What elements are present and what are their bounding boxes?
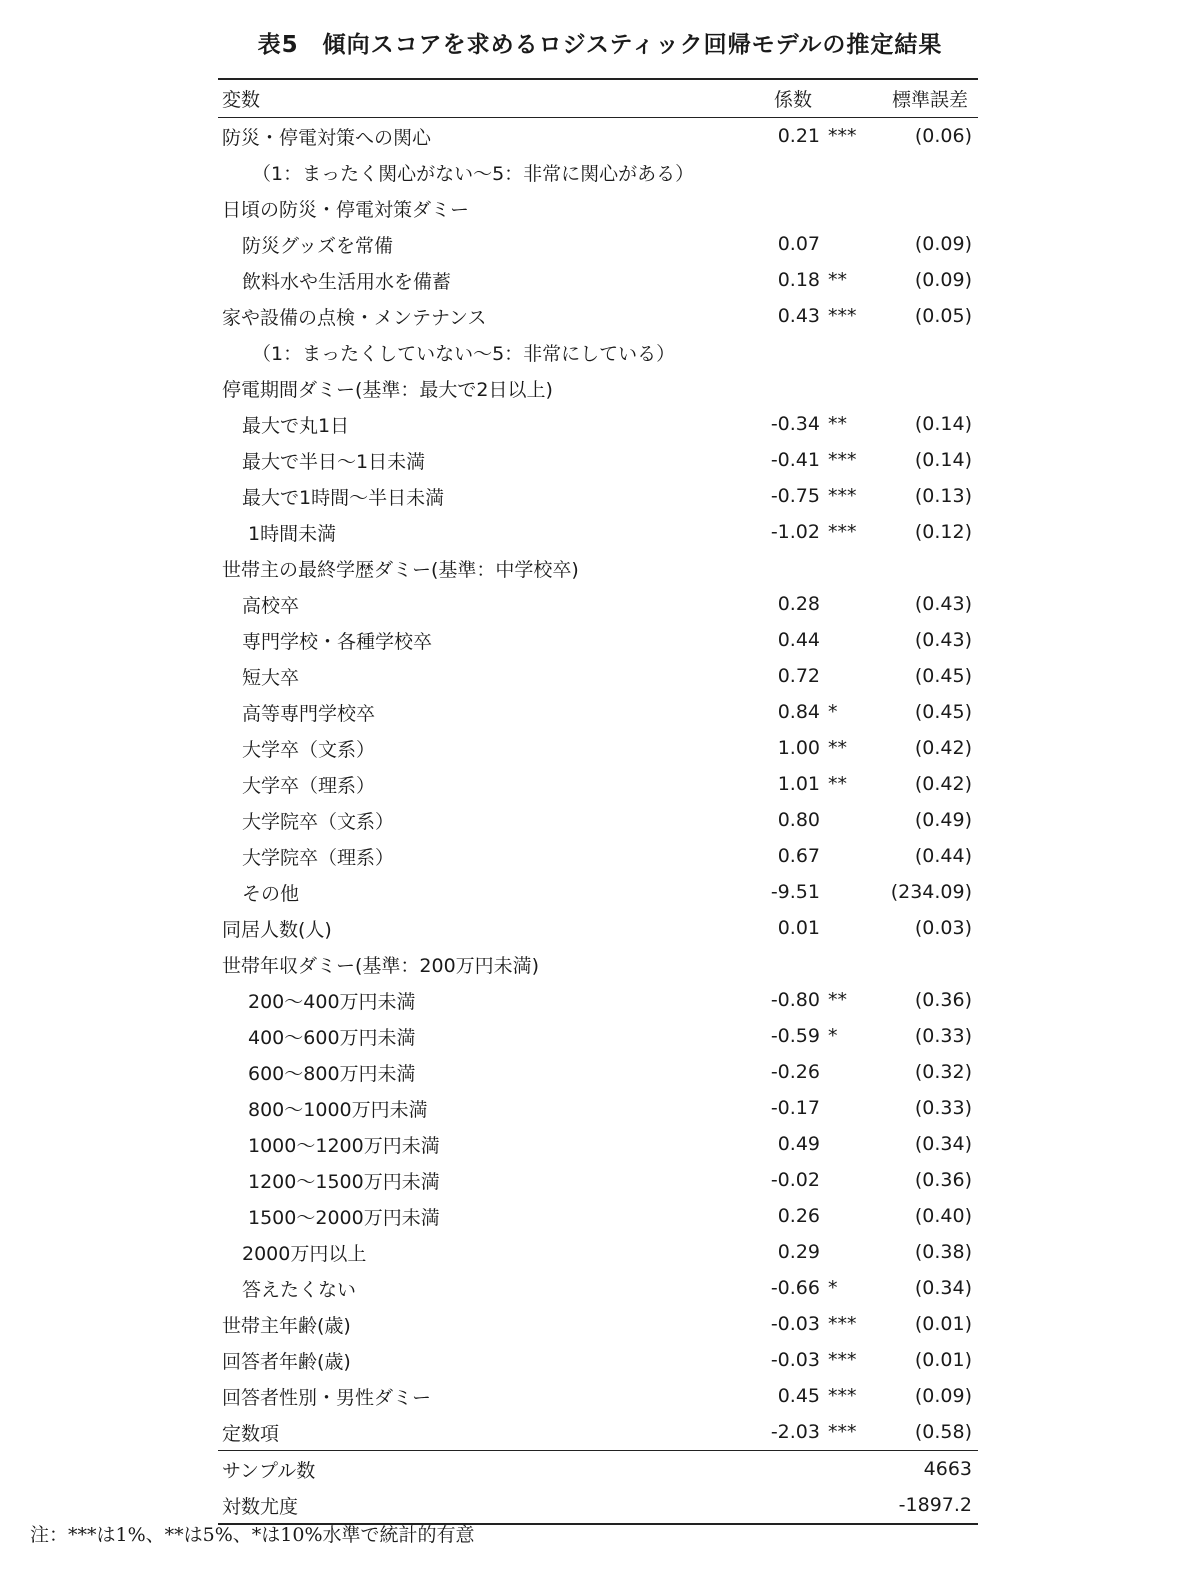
std-error-value: (0.03) — [914, 917, 972, 939]
coefficient-value: -0.75 — [770, 485, 820, 507]
header-coefficient: 係数 — [774, 89, 813, 111]
std-error-value: (0.05) — [914, 305, 972, 327]
std-error-value — [832, 190, 972, 226]
table-row — [218, 658, 978, 694]
row-label: 1時間未満 — [248, 522, 337, 545]
std-error-value: (0.43) — [914, 629, 972, 651]
coefficient-value: -0.80 — [770, 989, 820, 1011]
significance-stars: *** — [828, 1421, 857, 1443]
coefficient-value: 0.84 — [777, 701, 820, 723]
row-label: 世帯年収ダミー(基準：200万円未満) — [222, 954, 540, 977]
table-row — [218, 802, 978, 838]
significance-stars: *** — [828, 125, 857, 147]
table-row — [218, 694, 978, 730]
table-header — [218, 80, 978, 118]
table-stats — [218, 1450, 978, 1523]
table-row — [218, 982, 978, 1018]
stats-value: 4663 — [923, 1458, 972, 1480]
std-error-value: (0.34) — [914, 1277, 972, 1299]
coefficient-value: 0.49 — [777, 1133, 820, 1155]
std-error-value: (0.45) — [914, 701, 972, 723]
row-label: 1500～2000万円未満 — [248, 1206, 440, 1229]
table-row — [218, 478, 978, 514]
row-label: 高等専門学校卒 — [242, 702, 376, 725]
table-row — [218, 1378, 978, 1414]
coefficient-value: 0.21 — [777, 125, 820, 147]
table-title: 表5 傾向スコアを求めるロジスティック回帰モデルの推定結果 — [257, 32, 943, 58]
std-error-value: (0.01) — [914, 1349, 972, 1371]
coefficient-value: 1.01 — [777, 773, 820, 795]
row-label: 最大で丸1日 — [242, 414, 350, 437]
significance-stars: ** — [828, 269, 847, 291]
std-error-value: (0.36) — [914, 1169, 972, 1191]
coefficient-value: -9.51 — [770, 881, 820, 903]
std-error-value: (0.09) — [914, 269, 972, 291]
table-row — [218, 370, 978, 406]
row-label: 800～1000万円未満 — [248, 1098, 428, 1121]
std-error-value: (0.34) — [914, 1133, 972, 1155]
coefficient-value: 1.00 — [777, 737, 820, 759]
coefficient-value: 0.07 — [777, 233, 820, 255]
row-label: 1200～1500万円未満 — [248, 1170, 440, 1193]
table-row — [218, 1234, 978, 1270]
significance-stars: * — [828, 1277, 838, 1299]
table-row — [218, 334, 978, 370]
row-label: 日頃の防災・停電対策ダミー — [222, 198, 470, 221]
row-label: 定数項 — [222, 1422, 280, 1445]
row-label: その他 — [242, 882, 300, 905]
coefficient-value: -0.03 — [770, 1349, 820, 1371]
row-label: 防災グッズを常備 — [242, 234, 394, 257]
std-error-value: (0.09) — [914, 1385, 972, 1407]
std-error-value: (0.12) — [914, 521, 972, 543]
coefficient-value: -0.02 — [770, 1169, 820, 1191]
significance-note: 注：***は1%、**は5%、*は10%水準で統計的有意 — [30, 1524, 475, 1546]
table-row — [218, 1018, 978, 1054]
std-error-value: (0.01) — [914, 1313, 972, 1335]
row-label: 200～400万円未満 — [248, 990, 416, 1013]
std-error-value: (0.13) — [914, 485, 972, 507]
table-row — [218, 1054, 978, 1090]
table-row — [218, 226, 978, 262]
row-label: 世帯主の最終学歴ダミー(基準：中学校卒) — [222, 558, 579, 581]
std-error-value: (234.09) — [890, 881, 972, 903]
significance-stars: ** — [828, 989, 847, 1011]
row-label: 400～600万円未満 — [248, 1026, 416, 1049]
std-error-value: (0.06) — [914, 125, 972, 147]
std-error-value: (0.14) — [914, 449, 972, 471]
row-label: 飲料水や生活用水を備蓄 — [242, 270, 452, 293]
coefficient-value: 0.45 — [777, 1385, 820, 1407]
std-error-value: (0.44) — [914, 845, 972, 867]
table-row — [218, 622, 978, 658]
table-row — [218, 1342, 978, 1378]
row-label: （1：まったく関心がない～5：非常に関心がある） — [252, 162, 695, 185]
table-row — [218, 946, 978, 982]
std-error-value — [832, 370, 972, 406]
stats-label: 対数尤度 — [222, 1495, 299, 1518]
row-label: 高校卒 — [242, 594, 300, 617]
table-row — [218, 910, 978, 946]
table-row — [218, 1126, 978, 1162]
std-error-value: (0.49) — [914, 809, 972, 831]
table-row — [218, 514, 978, 550]
coefficient-value: 0.28 — [777, 593, 820, 615]
table-row — [218, 1306, 978, 1342]
table-row — [218, 730, 978, 766]
table-row — [218, 838, 978, 874]
header-std-error: 標準誤差 — [891, 89, 968, 111]
std-error-value: (0.14) — [914, 413, 972, 435]
coefficient-value: -0.66 — [770, 1277, 820, 1299]
std-error-value — [832, 946, 972, 982]
significance-stars: *** — [828, 305, 857, 327]
stats-row — [218, 1451, 978, 1487]
table-row — [218, 154, 978, 190]
std-error-value: (0.36) — [914, 989, 972, 1011]
row-label: 専門学校・各種学校卒 — [242, 630, 433, 653]
row-label: 最大で半日～1日未満 — [242, 450, 426, 473]
row-label: 最大で1時間～半日未満 — [242, 486, 445, 509]
stats-row — [218, 1487, 978, 1523]
table-row — [218, 1414, 978, 1450]
table-row — [218, 1162, 978, 1198]
coefficient-value: -0.59 — [770, 1025, 820, 1047]
significance-stars: *** — [828, 1313, 857, 1335]
coefficient-value: -2.03 — [770, 1421, 820, 1443]
std-error-value: (0.09) — [914, 233, 972, 255]
std-error-value: (0.58) — [914, 1421, 972, 1443]
coefficient-value: -0.03 — [770, 1313, 820, 1335]
coefficient-value: 0.29 — [777, 1241, 820, 1263]
coefficient-value: 0.01 — [777, 917, 820, 939]
significance-stars: *** — [828, 1385, 857, 1407]
significance-stars: * — [828, 1025, 838, 1047]
table-row — [218, 262, 978, 298]
significance-stars: ** — [828, 773, 847, 795]
row-label: 同居人数(人) — [222, 918, 332, 941]
coefficient-value: 0.26 — [777, 1205, 820, 1227]
row-label: 大学院卒（理系） — [242, 846, 395, 869]
table-row — [218, 586, 978, 622]
significance-stars: ** — [828, 737, 847, 759]
table-row — [218, 406, 978, 442]
coefficient-value: 0.43 — [777, 305, 820, 327]
row-label: 回答者性別・男性ダミー — [222, 1386, 432, 1409]
stats-value: -1897.2 — [898, 1494, 972, 1516]
std-error-value: (0.38) — [914, 1241, 972, 1263]
significance-stars: ** — [828, 413, 847, 435]
table-row — [218, 1090, 978, 1126]
row-label: 大学院卒（文系） — [242, 810, 395, 833]
coefficient-value: 0.80 — [777, 809, 820, 831]
row-label: 世帯主年齢(歳) — [222, 1314, 351, 1337]
row-label: 大学卒（文系） — [242, 738, 376, 761]
row-label: 防災・停電対策への関心 — [222, 126, 432, 149]
coefficient-value: -0.17 — [770, 1097, 820, 1119]
row-label: 1000～1200万円未満 — [248, 1134, 440, 1157]
table-row — [218, 1198, 978, 1234]
significance-stars: * — [828, 701, 838, 723]
std-error-value: (0.45) — [914, 665, 972, 687]
coefficient-value: -0.26 — [770, 1061, 820, 1083]
row-label: 答えたくない — [242, 1278, 357, 1301]
std-error-value: (0.42) — [914, 737, 972, 759]
std-error-value: (0.33) — [914, 1025, 972, 1047]
std-error-value — [832, 550, 972, 586]
std-error-value: (0.33) — [914, 1097, 972, 1119]
row-label: 600～800万円未満 — [248, 1062, 416, 1085]
std-error-value — [832, 154, 972, 190]
row-label: 2000万円以上 — [242, 1242, 367, 1265]
significance-stars: *** — [828, 485, 857, 507]
regression-table — [218, 78, 978, 1525]
significance-stars: *** — [828, 521, 857, 543]
stats-label: サンプル数 — [222, 1459, 316, 1482]
coefficient-value: 0.67 — [777, 845, 820, 867]
row-label: 停電期間ダミー(基準：最大で2日以上) — [222, 378, 553, 401]
std-error-value: (0.32) — [914, 1061, 972, 1083]
coefficient-value: -0.41 — [770, 449, 820, 471]
coefficient-value: 0.72 — [777, 665, 820, 687]
table-row — [218, 550, 978, 586]
coefficient-value: -1.02 — [770, 521, 820, 543]
table-row — [218, 118, 978, 154]
std-error-value: (0.42) — [914, 773, 972, 795]
significance-stars: *** — [828, 449, 857, 471]
coefficient-value: 0.18 — [777, 269, 820, 291]
table-row — [218, 766, 978, 802]
header-variable: 変数 — [222, 89, 261, 111]
row-label: 大学卒（理系） — [242, 774, 376, 797]
table-row — [218, 298, 978, 334]
std-error-value: (0.40) — [914, 1205, 972, 1227]
row-label: 回答者年齢(歳) — [222, 1350, 351, 1373]
table-row — [218, 190, 978, 226]
std-error-value: (0.43) — [914, 593, 972, 615]
table-row — [218, 442, 978, 478]
std-error-value — [832, 334, 972, 370]
coefficient-value: -0.34 — [770, 413, 820, 435]
table-body — [218, 118, 978, 1450]
table-row — [218, 874, 978, 910]
coefficient-value: 0.44 — [777, 629, 820, 651]
table-row — [218, 1270, 978, 1306]
significance-stars: *** — [828, 1349, 857, 1371]
row-label: 家や設備の点検・メンテナンス — [222, 306, 487, 329]
row-label: （1：まったくしていない～5：非常にしている） — [252, 342, 676, 365]
row-label: 短大卒 — [242, 666, 300, 689]
